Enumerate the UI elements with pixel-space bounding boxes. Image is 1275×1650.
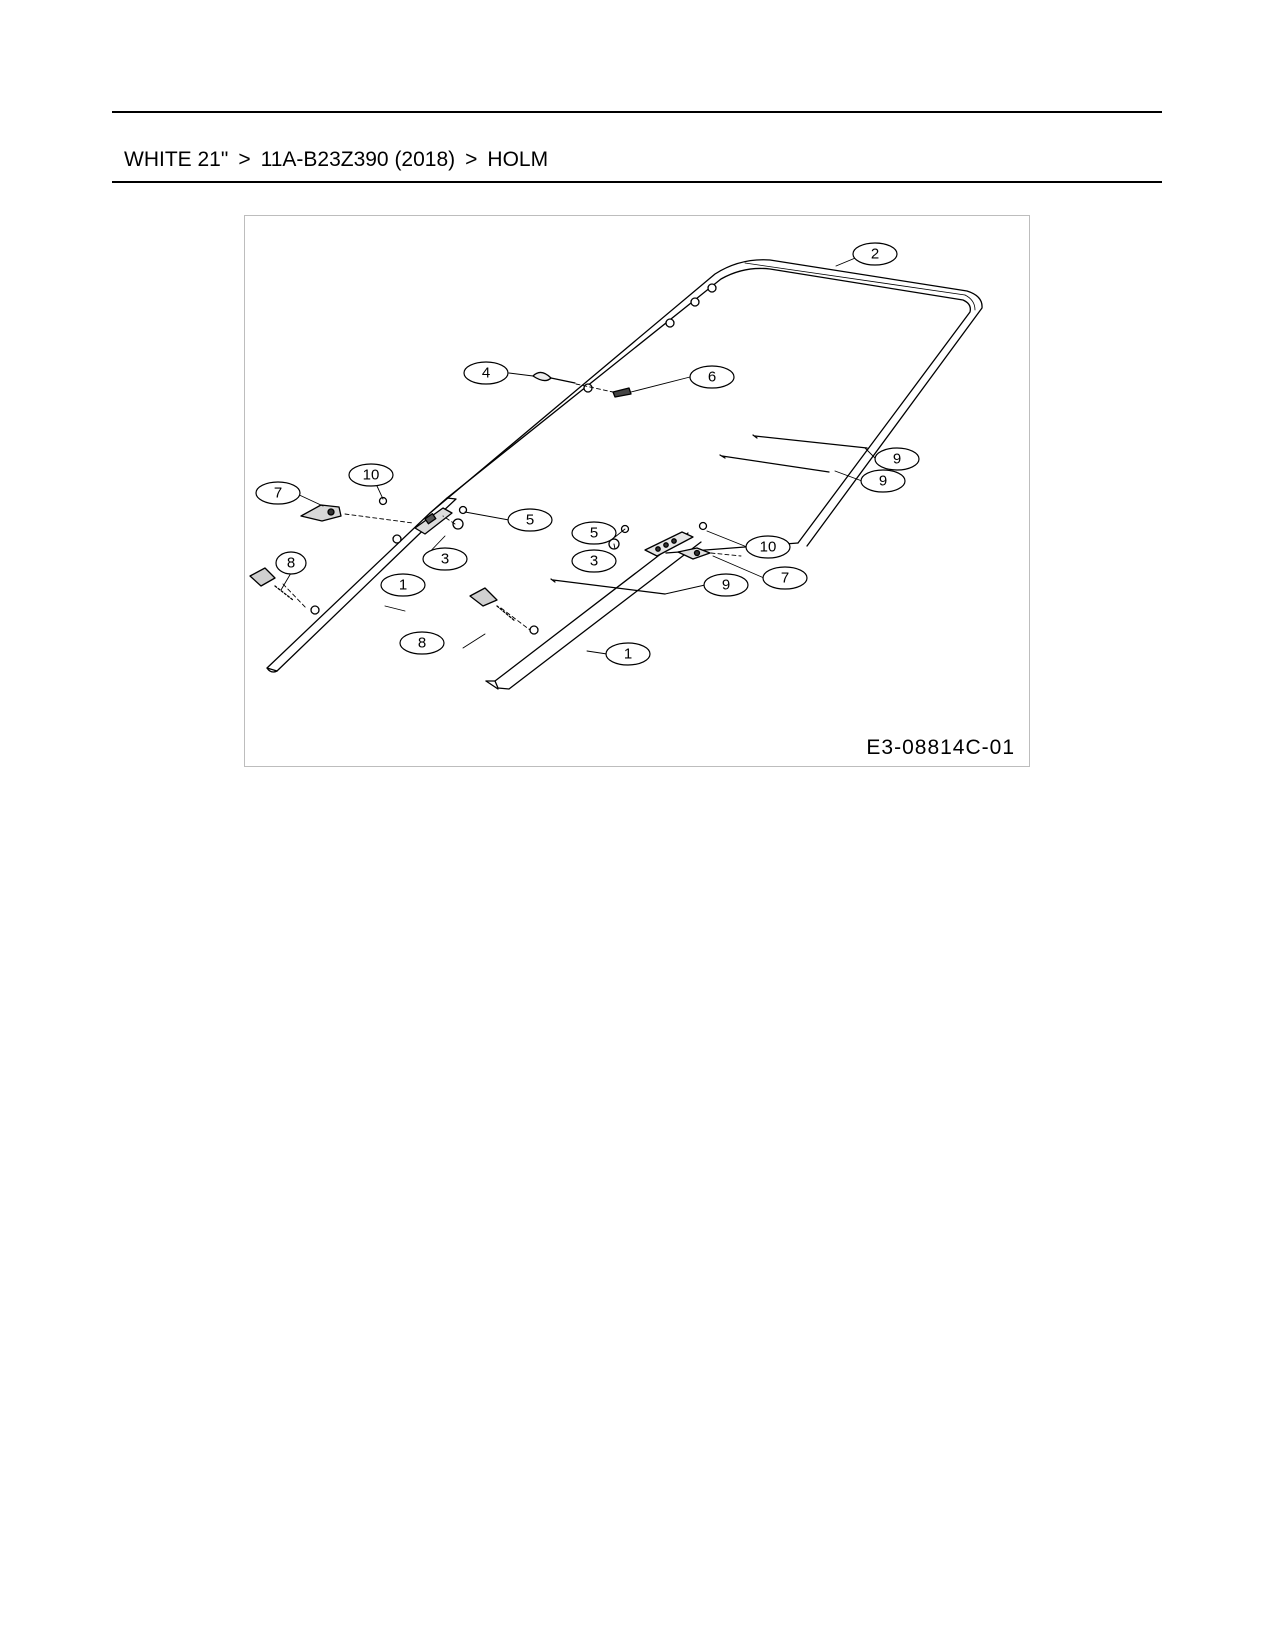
leader-lines: [281, 254, 876, 654]
callout-9-middle: 9: [878, 472, 888, 490]
callout-4: 4: [481, 364, 491, 382]
cable-clip-part-4: [533, 372, 575, 383]
callout-3-right: 3: [589, 552, 599, 570]
breadcrumb-separator: >: [238, 148, 251, 171]
breadcrumb-separator: >: [465, 148, 478, 171]
parts-diagram: [244, 215, 1030, 767]
callout-6: 6: [707, 368, 717, 386]
left-joint-bracket: [415, 508, 452, 534]
right-lower-handle-tube: [486, 533, 798, 689]
top-rule: [112, 111, 1162, 113]
callout-7-left: 7: [273, 484, 283, 502]
breadcrumb-item-brand[interactable]: WHITE 21": [124, 148, 229, 171]
nut-part-10-right: [700, 523, 707, 530]
callout-10-right: 10: [759, 538, 777, 556]
upper-handle-loop: [430, 260, 982, 546]
callout-5-right: 5: [589, 524, 599, 542]
callout-9-lower: 9: [721, 576, 731, 594]
breadcrumb-item-section: HOLM: [487, 148, 549, 171]
diagram-code: E3-08814C-01: [866, 736, 1015, 759]
callout-8-left: 8: [286, 554, 296, 572]
callout-3-left: 3: [440, 550, 450, 568]
callout-7-right: 7: [780, 569, 790, 587]
callout-2: 2: [870, 245, 880, 263]
breadcrumb-item-model[interactable]: 11A-B23Z390 (2018): [260, 148, 456, 171]
assembly-lines: [283, 384, 741, 630]
callout-9-upper: 9: [892, 450, 902, 468]
cable-connector-part-8-right: [470, 588, 515, 621]
callout-8-right: 8: [417, 634, 427, 652]
tube-bolts: [311, 284, 716, 634]
header-rule: [112, 181, 1162, 183]
clip-part-6: [613, 388, 631, 397]
callout-10-left: 10: [362, 466, 380, 484]
callout-5-left: 5: [525, 511, 535, 529]
callout-1-left: 1: [398, 576, 408, 594]
knob-part-7-left: [301, 505, 341, 521]
callout-1-right: 1: [623, 645, 633, 663]
handle-exploded-view: [245, 216, 1029, 766]
breadcrumb: [124, 148, 548, 172]
